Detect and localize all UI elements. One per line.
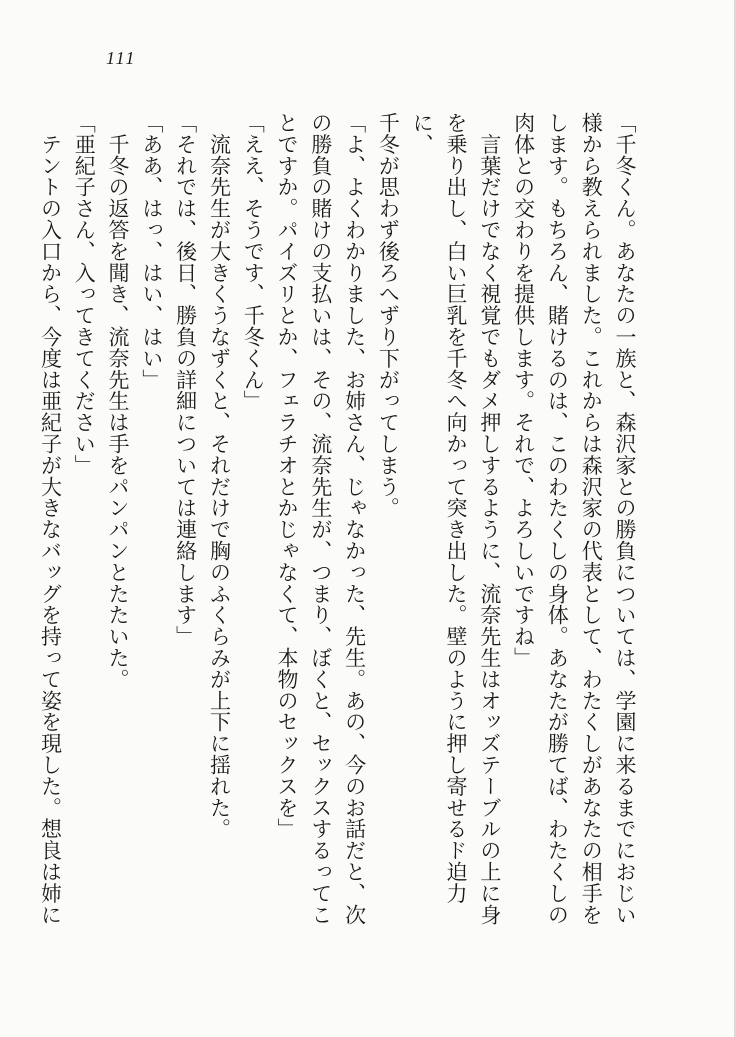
text-line: テントの入口から、今度は亜紀子が大きなバッグを持って姿を現した。想良は姉に bbox=[38, 112, 63, 926]
text-line: の勝負の賭けの支払いは、その、流奈先生が、つまり、ぼくと、セックスするってこ bbox=[308, 112, 333, 926]
text-line: 「千冬くん。あなたの一族と、森沢家との勝負については、学園に来るまでにおじい bbox=[613, 112, 637, 926]
text-line: を乗り出し、白い巨乳を千冬へ向かって突き出した。壁のように押し寄せるド迫力に、 bbox=[410, 112, 469, 904]
text-line: とですか。パイズリとか、フェラチオとかじゃなくて、本物のセックスを」 bbox=[275, 112, 300, 840]
text-line: 「ええ、そうです、千冬くん」 bbox=[241, 112, 266, 412]
text-line: 「亜紀子さん、入ってきてください」 bbox=[72, 112, 97, 476]
text-line: 「ああ、はっ、はい、はい」 bbox=[139, 112, 164, 391]
text-line: 千冬の返答を聞き、流奈先生は手をパンパンとたたいた。 bbox=[106, 112, 131, 690]
text-line: 「よ、よくわかりました、お姉さん、じゃなかった、先生。あの、今のお話だと、次 bbox=[342, 112, 367, 926]
text-line: 肉体との交わりを提供します。それで、よろしいですね」 bbox=[511, 112, 536, 669]
text-line: 千冬が思わず後ろへずり下がってしまう。 bbox=[376, 112, 401, 519]
page-number: 111 bbox=[106, 48, 137, 68]
text-line: 流奈先生が大きくうなずくと、それだけで胸のふくらみが上下に揺れた。 bbox=[207, 112, 232, 840]
text-line: 「それでは、後日、勝負の詳細については連絡します」 bbox=[173, 112, 198, 647]
text-block bbox=[33, 112, 641, 936]
text-line: 様から教えられました。これからは森沢家の代表として、わたくしがあなたの相手を bbox=[579, 112, 604, 926]
text-line: 言葉だけでなく視覚でもダメ押しするように、流奈先生はオッズテーブルの上に身 bbox=[477, 112, 502, 926]
text-line: します。もちろん、賭けるのは、このわたくしの身体。あなたが勝てば、わたくしの bbox=[545, 112, 570, 926]
